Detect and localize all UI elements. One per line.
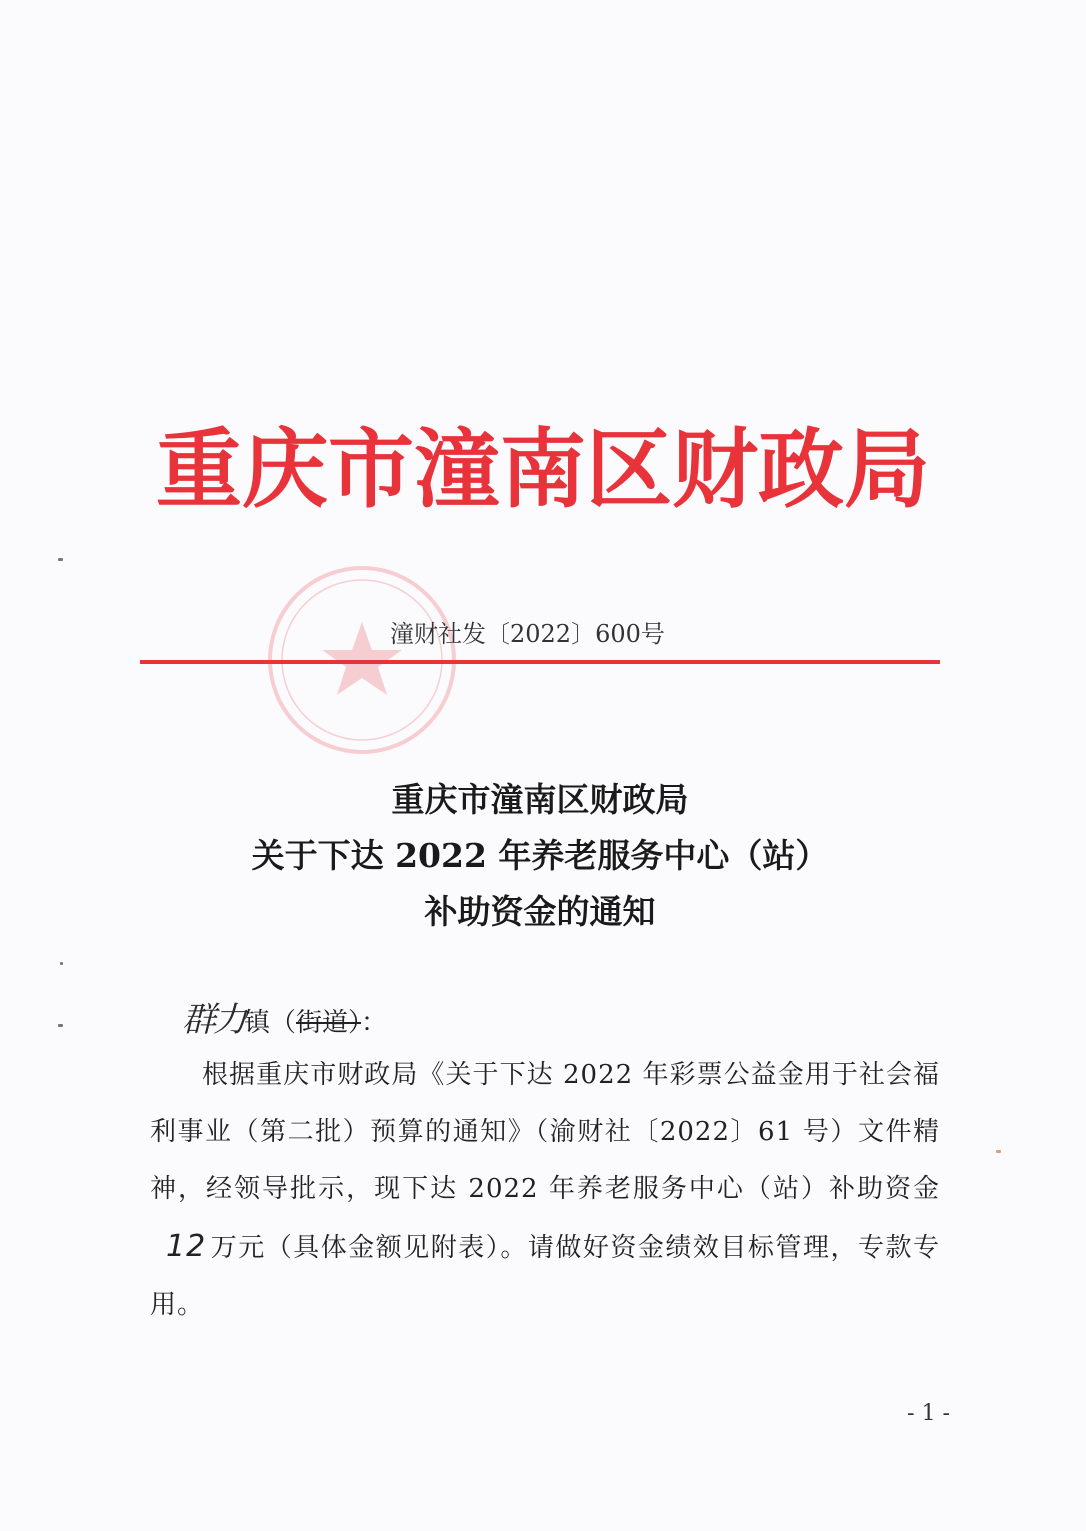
document-number: 潼财社发〔2022〕600号: [390, 620, 665, 648]
document-title: [140, 772, 940, 940]
title-line-2: 关于下达 2022 年养老服务中心（站）: [251, 836, 829, 875]
handwritten-amount: 12: [166, 1229, 207, 1264]
salutation-struck-street: 街道）: [296, 1008, 362, 1038]
handwritten-town-name: 群力: [182, 1000, 244, 1040]
page-number: - 1 -: [907, 1401, 950, 1426]
scan-speck: [996, 1150, 1001, 1153]
scan-speck: [58, 1024, 63, 1027]
agency-header: 重庆市潼南区财政局: [156, 419, 930, 520]
red-divider: [140, 660, 940, 664]
salutation: [182, 995, 387, 1045]
body-text-part-2: 万元（具体金额见附表）。请做好资金绩效目标管理，专款专用。: [150, 1233, 940, 1320]
title-line-1: 重庆市潼南区财政局: [391, 780, 689, 819]
scan-speck: [60, 962, 63, 965]
body-text-part-1: 根据重庆市财政局《关于下达 2022 年彩票公益金用于社会福利事业（第二批）预算的通知》（渝财社〔2022〕61 号）文件精神，经领导批示，现下达 2022 年养老服务中心（站）补助资金: [150, 1060, 940, 1204]
body-paragraph: [150, 1047, 940, 1334]
scan-speck: [58, 558, 63, 561]
salutation-town: 镇（: [244, 1008, 297, 1038]
salutation-colon: ：: [361, 1008, 388, 1038]
title-line-3: 补助资金的通知: [424, 892, 656, 931]
